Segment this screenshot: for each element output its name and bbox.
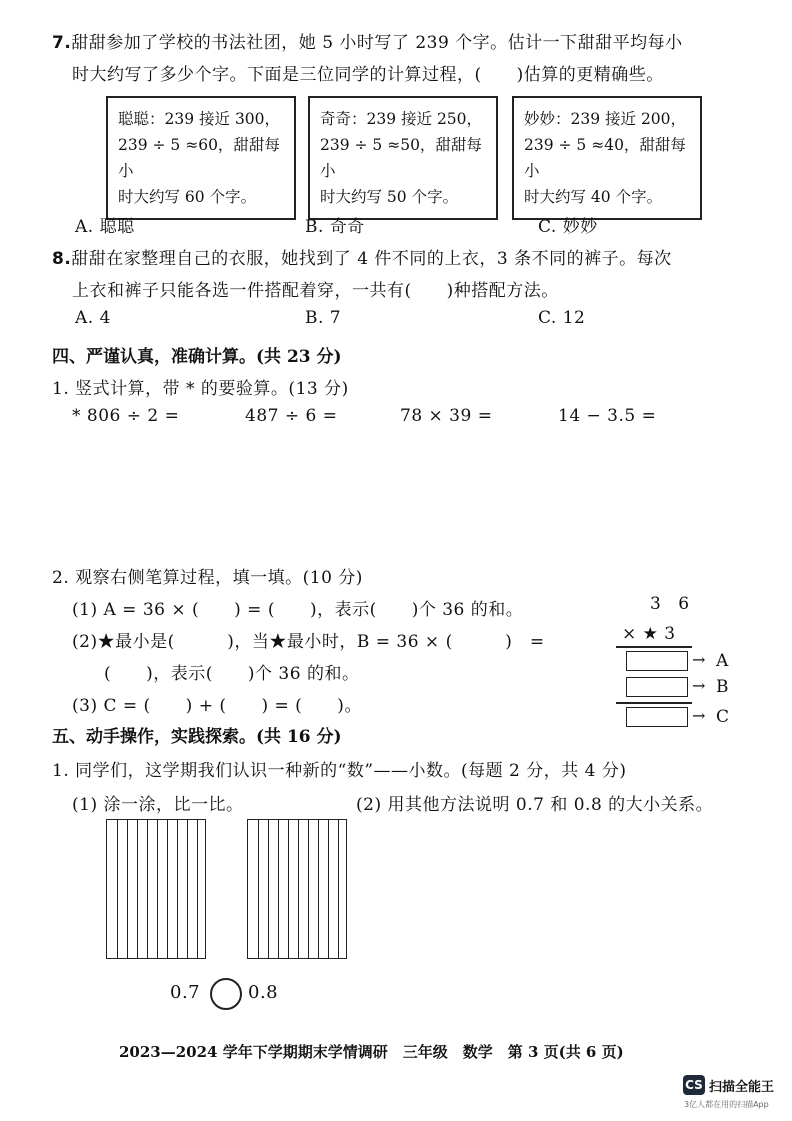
calc-1: * 806 ÷ 2 = <box>72 406 180 426</box>
q7-option-c: C. 妙妙 <box>538 217 598 237</box>
answer-box-qiqi <box>308 96 498 220</box>
compare-right-value: 0.8 <box>248 982 279 1003</box>
decimal-grid-left[interactable] <box>106 819 206 959</box>
box-line: 239 ÷ 5 ≈60，甜甜每小 <box>118 136 280 180</box>
box-line: 时大约写 60 个字。 <box>118 188 257 206</box>
watermark-tagline: 3亿人都在用的扫描App <box>684 1100 769 1109</box>
vertical-top-number: 3 6 <box>650 594 696 614</box>
box-line: 时大约写 40 个字。 <box>524 188 663 206</box>
page-footer: 2023—2024 学年下学期期末学情调研 三年级 数学 第 3 页(共 6 页) <box>119 1043 624 1061</box>
arrow-a-icon: → <box>692 650 706 669</box>
box-line: 239 ÷ 5 ≈40，甜甜每小 <box>524 136 686 180</box>
s4-q2-2b: ( )，表示( )个 36 的和。 <box>104 664 360 684</box>
q7-option-b: B. 奇奇 <box>305 217 365 237</box>
q7-line1 <box>52 28 683 53</box>
q8-line1 <box>52 244 672 269</box>
s5-sub2: (2) 用其他方法说明 0.7 和 0.8 的大小关系。 <box>356 795 714 815</box>
camscanner-logo: CS <box>683 1075 705 1095</box>
q8-option-c: C. 12 <box>538 308 586 328</box>
q8-number: 8. <box>52 249 72 269</box>
arrow-b-icon: → <box>692 676 706 695</box>
box-a <box>626 651 688 671</box>
vertical-multiplier: × ★ 3 <box>622 624 676 644</box>
calc-2: 487 ÷ 6 = <box>245 406 338 426</box>
s5-sub1: (1) 涂一涂，比一比。 <box>72 795 244 815</box>
box-line: 时大约写 50 个字。 <box>320 188 459 206</box>
compare-circle[interactable] <box>210 978 242 1010</box>
answer-box-miaomiao <box>512 96 702 220</box>
q8-option-a: A. 4 <box>75 308 111 328</box>
section4-title: 四、严谨认真，准确计算。(共 23 分) <box>52 347 342 367</box>
label-c: C <box>716 707 730 727</box>
section5-title: 五、动手操作，实践探索。(共 16 分) <box>52 727 342 747</box>
label-a: A <box>716 651 729 671</box>
label-b: B <box>716 677 729 697</box>
box-line: 聪聪：239 接近 300， <box>118 110 281 128</box>
decimal-grid-right[interactable] <box>247 819 347 959</box>
box-line: 239 ÷ 5 ≈50，甜甜每小 <box>320 136 482 180</box>
answer-box-congcong <box>106 96 296 220</box>
calc-4: 14 − 3.5 = <box>558 406 657 426</box>
s4-q2-1: (1) A = 36 × ( ) = ( )，表示( )个 36 的和。 <box>72 600 524 620</box>
s4-q2-3: (3) C = ( ) + ( ) = ( )。 <box>72 696 362 716</box>
q8-option-b: B. 7 <box>305 308 342 328</box>
arrow-c-icon: → <box>692 706 706 725</box>
q7-number: 7. <box>52 33 72 53</box>
q7-line2: 时大约写了多少个字。下面是三位同学的计算过程，( )估算的更精确些。 <box>72 65 664 85</box>
s4-q1: 1. 竖式计算，带 * 的要验算。(13 分) <box>52 379 349 399</box>
watermark-brand: 扫描全能王 <box>709 1080 775 1095</box>
vertical-line-2 <box>616 702 692 704</box>
calc-3: 78 × 39 = <box>400 406 493 426</box>
box-line: 妙妙：239 接近 200， <box>524 110 687 128</box>
box-c <box>626 707 688 727</box>
vertical-line-1 <box>616 646 692 648</box>
q8-text1: 甜甜在家整理自己的衣服，她找到了 4 件不同的上衣，3 条不同的裤子。每次 <box>71 249 672 269</box>
s5-q1: 1. 同学们，这学期我们认识一种新的“数”——小数。(每题 2 分，共 4 分) <box>52 761 627 781</box>
q7-text1: 甜甜参加了学校的书法社团，她 5 小时写了 239 个字。估计一下甜甜平均每小 <box>71 33 683 53</box>
q7-option-a: A. 聪聪 <box>75 217 135 237</box>
box-b <box>626 677 688 697</box>
compare-left-value: 0.7 <box>170 982 201 1003</box>
s4-q2-2a: (2)★最小是( )，当★最小时，B = 36 × ( ) = <box>72 632 545 652</box>
box-line: 奇奇：239 接近 250， <box>320 110 483 128</box>
q8-line2: 上衣和裤子只能各选一件搭配着穿，一共有( )种搭配方法。 <box>72 281 559 301</box>
s4-q2: 2. 观察右侧笔算过程，填一填。(10 分) <box>52 568 363 588</box>
